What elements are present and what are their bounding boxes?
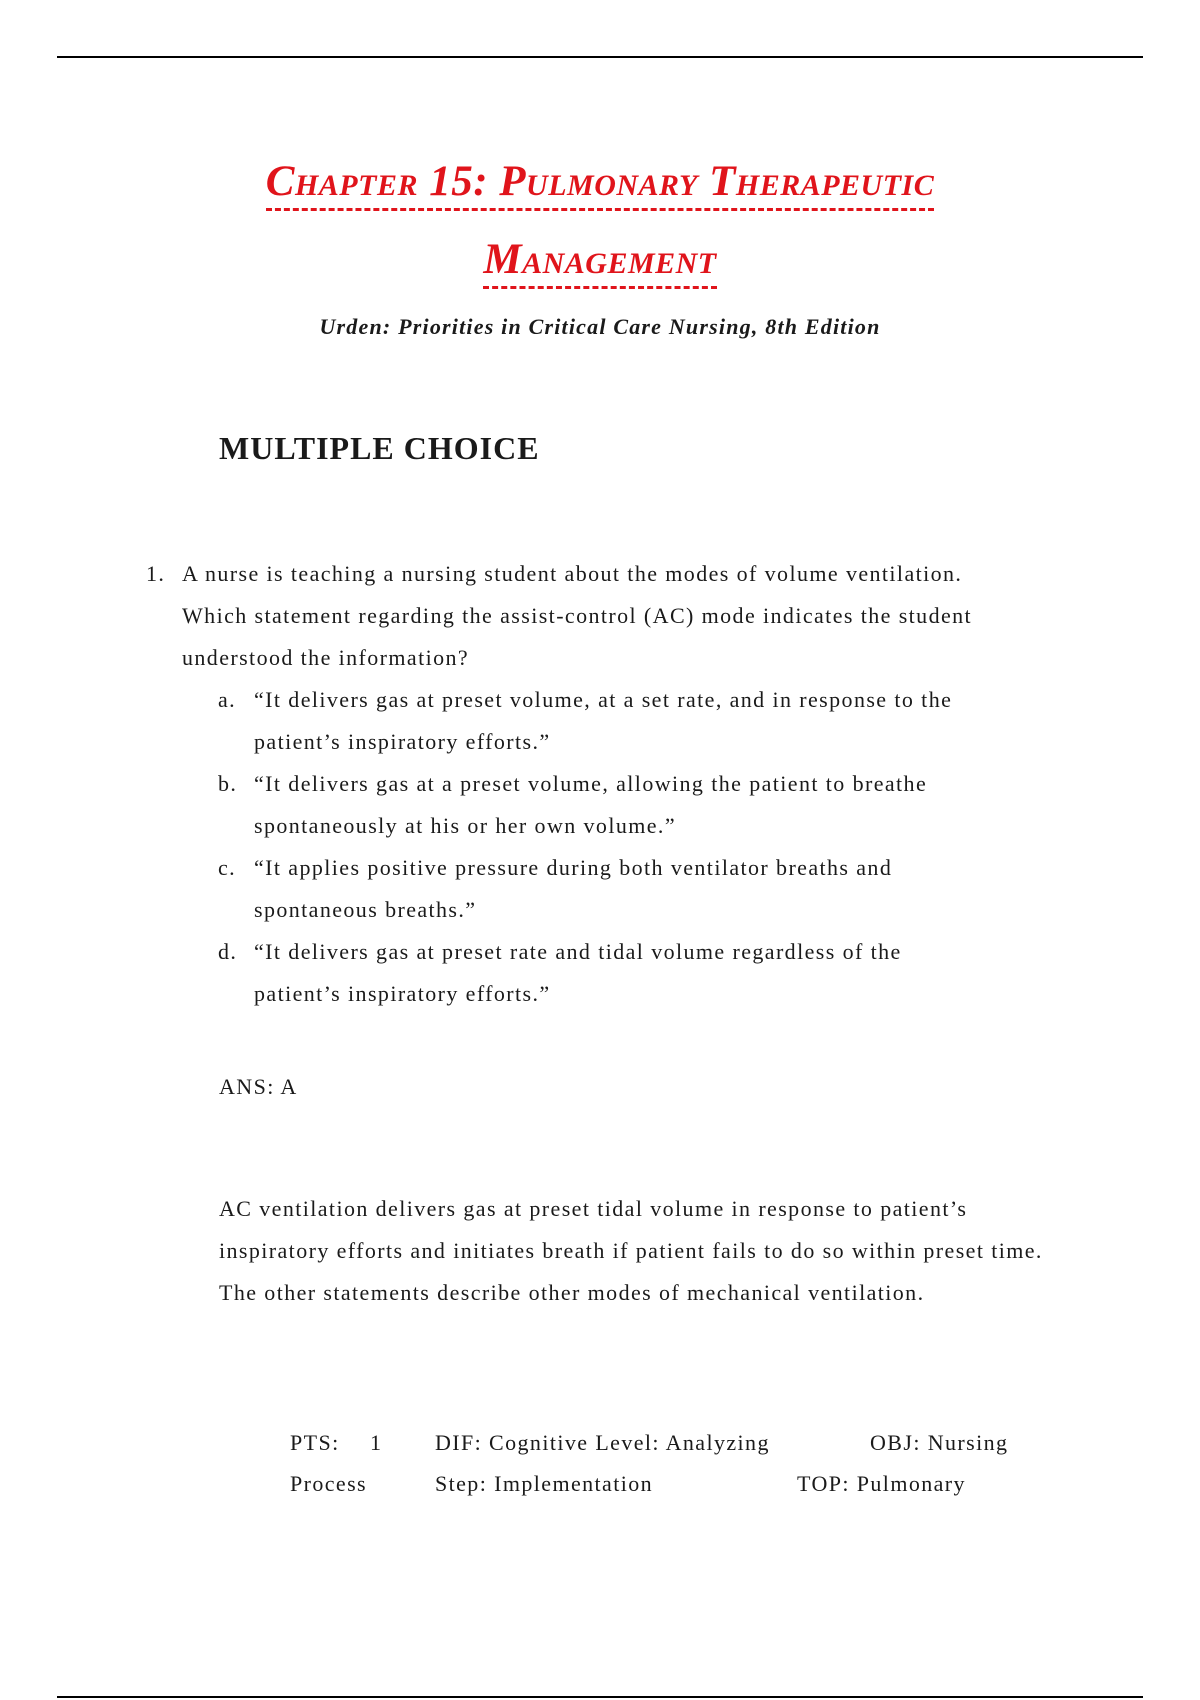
chapter-title-line-2: Management (483, 236, 716, 289)
section-heading: MULTIPLE CHOICE (219, 430, 540, 466)
chapter-title (0, 143, 1200, 299)
answer-key: ANS: A (219, 1074, 298, 1099)
option-b (146, 763, 1026, 847)
objective-part-2: Process (290, 1471, 368, 1496)
points-label: PTS: (290, 1430, 340, 1455)
answer-options (146, 679, 1026, 1015)
bottom-rule (57, 1696, 1143, 1698)
rationale: AC ventilation delivers gas at preset tidal volume in response to patient’s inspiratory efforts and initiates breath if patient fails to do so within preset time. The other statements describe other modes of mechanical ventilation. (219, 1196, 1043, 1305)
question-1 (146, 553, 1026, 1015)
option-text: “It delivers gas at a preset volume, allowing the patient to breathe spontaneously at his or her own volume.” (254, 771, 928, 838)
top-rule (57, 56, 1143, 58)
option-letter: b. (218, 771, 238, 796)
option-d (146, 931, 1026, 1015)
topic: TOP: Pulmonary (797, 1471, 966, 1496)
option-c (146, 847, 1026, 931)
option-letter: d. (218, 939, 238, 964)
option-text: “It delivers gas at preset rate and tidal volume regardless of the patient’s inspiratory efforts.” (254, 939, 902, 1006)
option-text: “It delivers gas at preset volume, at a set rate, and in response to the patient’s inspiratory efforts.” (254, 687, 953, 754)
objective-part-1: OBJ: Nursing (870, 1430, 1009, 1455)
question-stem: A nurse is teaching a nursing student about the modes of volume ventilation. Which statement regarding the assist-control (AC) mode indicates the student understood the information? (182, 561, 973, 670)
option-letter: c. (218, 855, 237, 880)
option-text: “It applies positive pressure during both ventilator breaths and spontaneous breaths.” (254, 855, 893, 922)
points-value: 1 (370, 1430, 383, 1455)
difficulty: DIF: Cognitive Level: Analyzing (435, 1430, 770, 1455)
chapter-title-line-1: Chapter 15: Pulmonary Therapeutic (266, 158, 934, 211)
book-subtitle: Urden: Priorities in Critical Care Nursing, 8th Edition (319, 314, 881, 339)
option-letter: a. (218, 687, 237, 712)
question-metadata (290, 1430, 1050, 1520)
objective-part-3: Step: Implementation (435, 1471, 654, 1496)
option-a (146, 679, 1026, 763)
question-number: 1. (146, 561, 166, 586)
